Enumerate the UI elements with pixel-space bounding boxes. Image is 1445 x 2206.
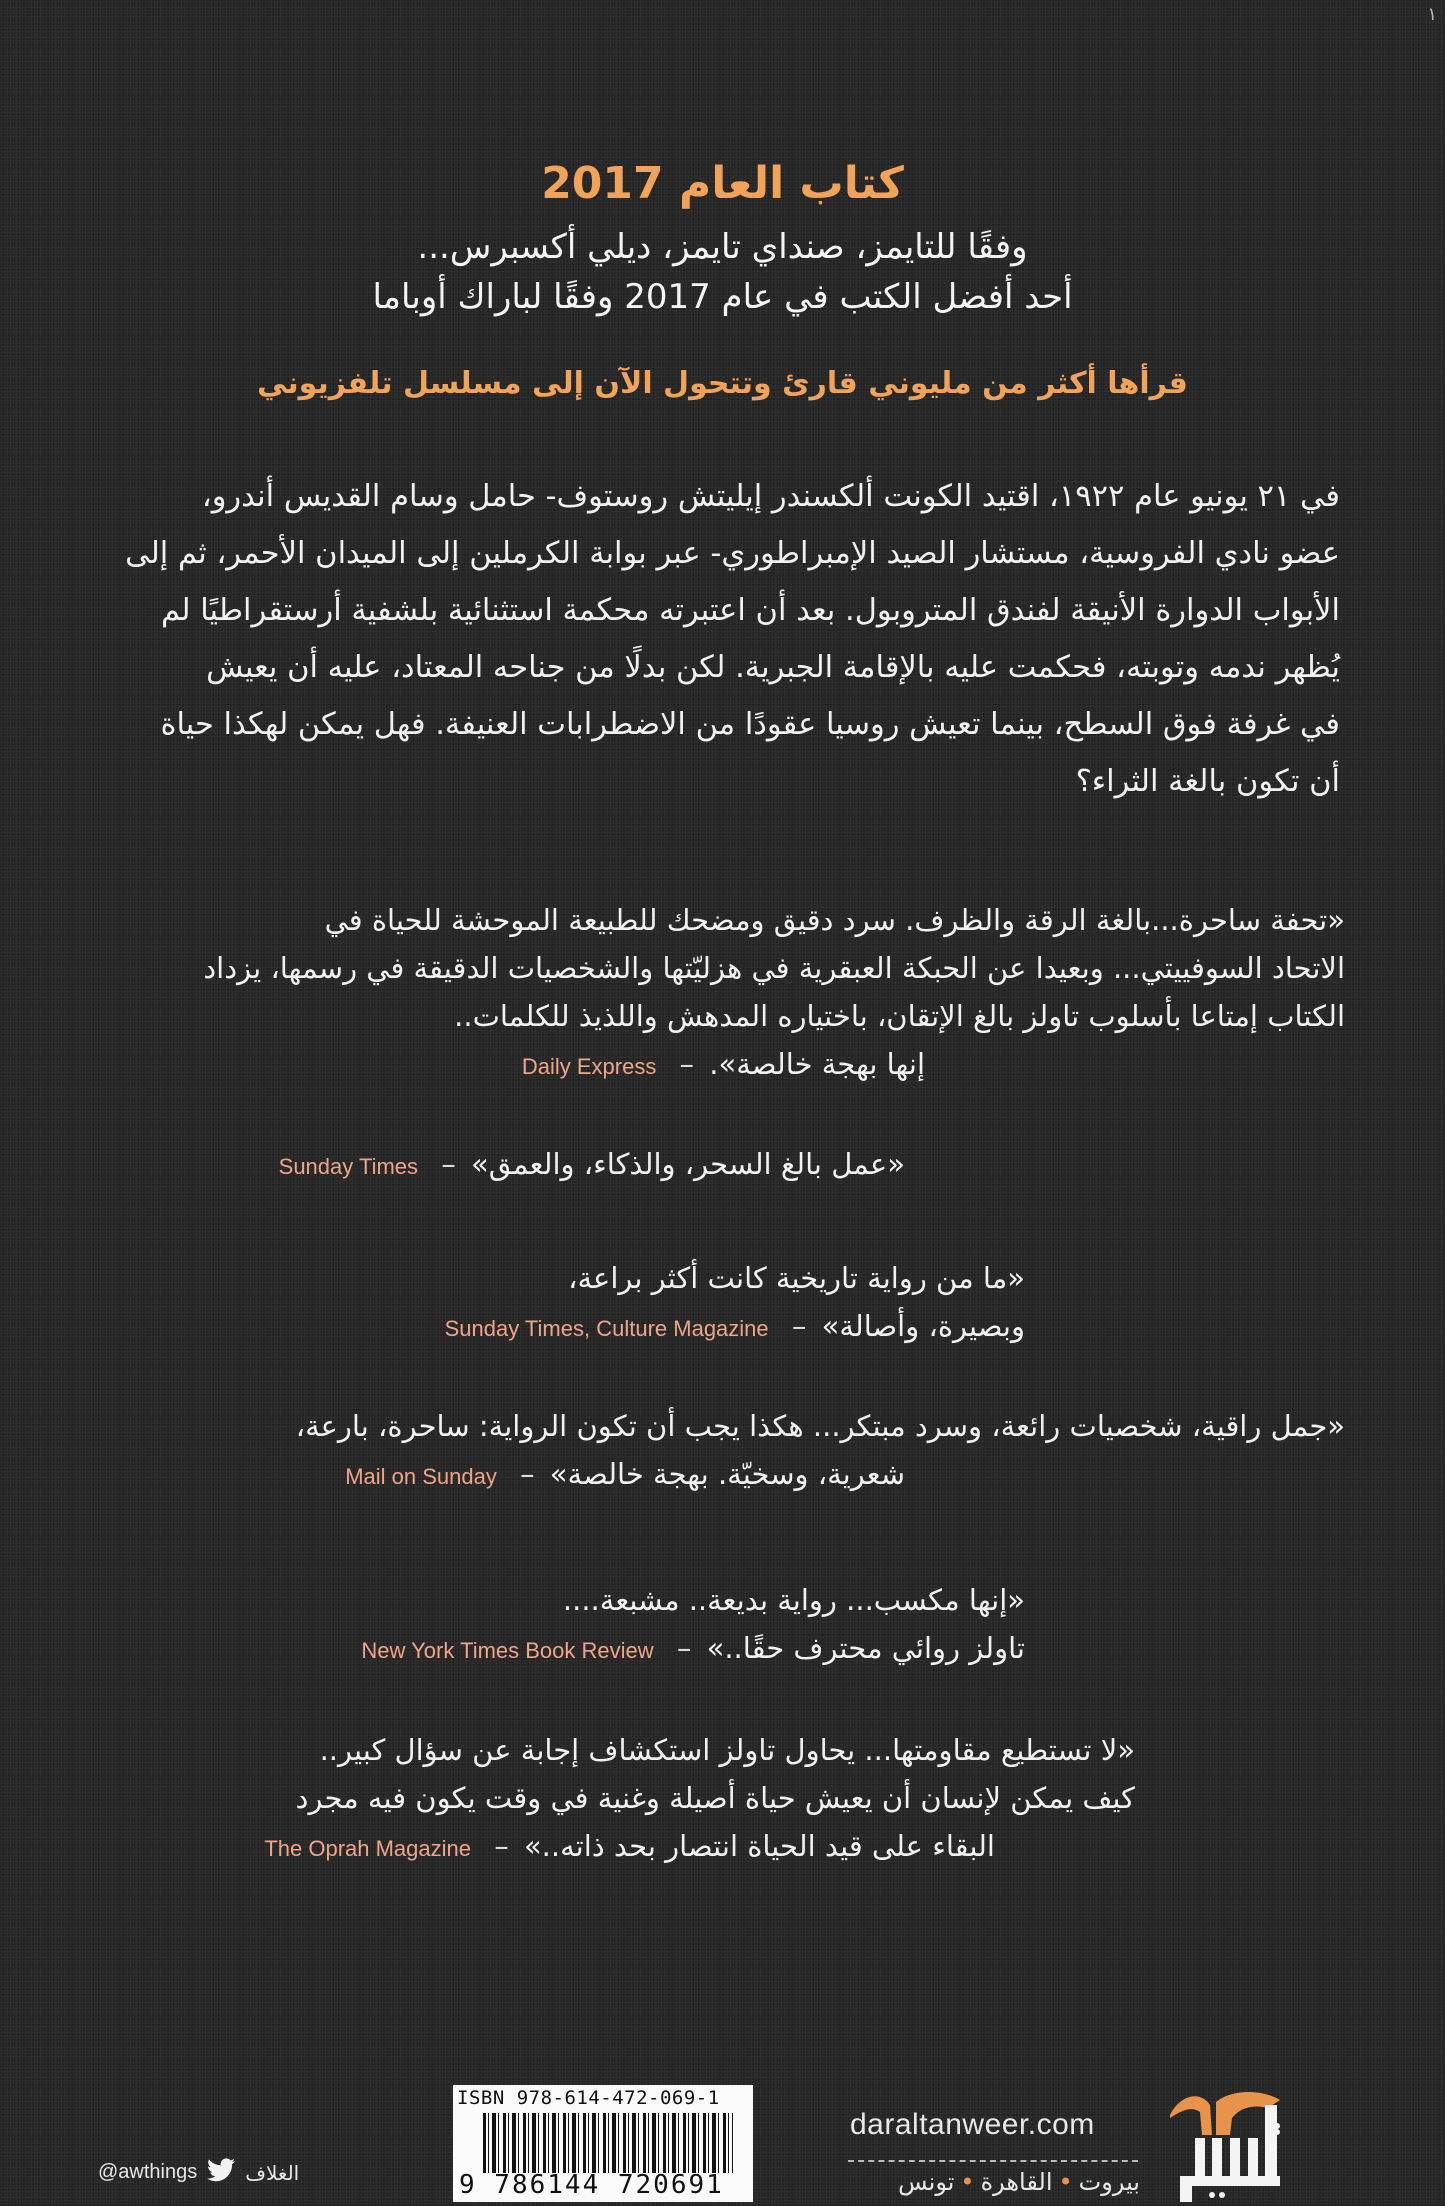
quote-text: «عمل بالغ السحر، والذكاء، والعمق» xyxy=(470,1147,905,1181)
isbn-label: ISBN 978-614-472-069-1 xyxy=(457,2087,720,2109)
synopsis-line: يُظهر ندمه وتوبته، فحكمت عليه بالإقامة الجبرية. لكن بدلًا من جناحه المعتاد، عليه أن يعيش xyxy=(206,650,1340,685)
cover-credit-label: الغلاف xyxy=(245,2160,300,2185)
review-quote-mail-on-sunday xyxy=(296,1402,1345,1501)
quote-line xyxy=(203,1040,1345,1091)
quote-line xyxy=(445,1302,1025,1353)
attribution-dash: – xyxy=(441,1147,456,1181)
publisher-cities xyxy=(850,2168,1140,2196)
quote-line xyxy=(279,1140,905,1191)
synopsis-line: الأبواب الدوارة الأنيقة لفندق المتروبول. بعد أن اعتبرته محكمة استثنائية بلشفية أرستقراطيًا لم xyxy=(160,593,1340,628)
city-separator-dot: • xyxy=(1058,2168,1073,2196)
city: القاهرة xyxy=(980,2168,1053,2196)
synopsis-line: أن تكون بالغة الثراء؟ xyxy=(1075,764,1340,799)
review-quote-culture-magazine xyxy=(445,1254,1025,1353)
attribution-dash: – xyxy=(791,1309,807,1343)
quote-line: كيف يمكن لإنسان أن يعيش حياة أصيلة وغنية في وقت يكون فيه مجرد xyxy=(295,1781,1135,1815)
attribution-dash: – xyxy=(676,1631,692,1665)
quote-source: Sunday Times xyxy=(278,1154,419,1179)
barcode-bars xyxy=(483,2113,733,2173)
synopsis-line: في ٢١ يونيو عام ١٩٢٢، اقتيد الكونت ألكسندر إيليتش روستوف- حامل وسام القديس أندرو، xyxy=(201,479,1340,514)
quote-line: «ما من رواية تاريخية كانت أكثر براعة، xyxy=(568,1261,1025,1295)
city-separator-dot: • xyxy=(960,2168,975,2196)
barcode-digits: 9 786144 720691 xyxy=(459,2170,724,2200)
quote-text: وبصيرة، وأصالة» xyxy=(821,1309,1025,1343)
quote-source: Mail on Sunday xyxy=(345,1464,497,1489)
subtitle-line-2: أحد أفضل الكتب في عام 2017 وفقًا لباراك أوباما xyxy=(372,277,1073,317)
synopsis xyxy=(125,468,1340,810)
quote-line: «لا تستطيع مقاومتها... يحاول تاولز استكشاف إجابة عن سؤال كبير.. xyxy=(319,1733,1135,1767)
attribution-dash: – xyxy=(494,1829,509,1863)
quote-line xyxy=(361,1624,1025,1675)
quote-line xyxy=(296,1450,1345,1501)
quote-source: Daily Express xyxy=(521,1054,657,1079)
quote-source: The Oprah Magazine xyxy=(264,1836,471,1861)
synopsis-line: عضو نادي الفروسية، مستشار الصيد الإمبراطوري- عبر بوابة الكرملين إلى الميدان الأحمر، ثم إلى xyxy=(125,536,1340,571)
quote-line: الاتحاد السوفييتي... وبعيدا عن الحبكة العبقرية في هزليّتها والشخصيات الدقيقة في رسمها، يزداد xyxy=(203,951,1345,985)
quote-text: تاولز روائي محترف حقًا..» xyxy=(706,1631,1025,1665)
cover-credit xyxy=(98,2158,299,2187)
synopsis-line: في غرفة فوق السطح، بينما تعيش روسيا عقودًا من الاضطرابات العنيفة. فهل يمكن لهكذا حياة xyxy=(160,707,1340,742)
quote-line: «جمل راقية، شخصيات رائعة، وسرد مبتكر... هكذا يجب أن تكون الرواية: ساحرة، بارعة، xyxy=(295,1409,1345,1443)
quote-text: البقاء على قيد الحياة انتصار بحد ذاته..» xyxy=(523,1829,995,1863)
isbn-barcode xyxy=(453,2085,753,2202)
cover-designer-handle: @awthings xyxy=(98,2161,198,2183)
publisher-logo xyxy=(1140,2060,1300,2202)
tagline: قرأها أكثر من مليوني قارئ وتتحول الآن إلى مسلسل تلفزيوني xyxy=(257,366,1188,401)
city: بيروت xyxy=(1078,2168,1140,2196)
review-quote-oprah-magazine xyxy=(264,1726,1135,1873)
review-quote-sunday-times xyxy=(279,1140,905,1191)
quote-source: New York Times Book Review xyxy=(361,1638,654,1663)
attribution-dash: – xyxy=(679,1047,695,1081)
twitter-bird-icon xyxy=(207,2158,235,2187)
page-number-mark: ١ xyxy=(1427,4,1437,25)
quote-line: «تحفة ساحرة...بالغة الرقة والظرف. سرد دقيق ومضحك للطبيعة الموحشة للحياة في xyxy=(324,903,1345,937)
quote-source: Sunday Times, Culture Magazine xyxy=(444,1316,769,1341)
quote-text: إنها بهجة خالصة». xyxy=(709,1047,925,1081)
subtitle-line-1: وفقًا للتايمز، صنداي تايمز، ديلي أكسبرس... xyxy=(417,227,1028,267)
quote-line xyxy=(264,1822,1135,1873)
city: تونس xyxy=(898,2168,955,2196)
quote-text: شعرية، وسخيّة. بهجة خالصة» xyxy=(549,1457,905,1491)
publisher-website: daraltanweer.com xyxy=(850,2108,1095,2141)
attribution-dash: – xyxy=(520,1457,535,1491)
quote-line: «إنها مكسب... رواية بديعة.. مشبعة.... xyxy=(562,1583,1025,1617)
book-of-the-year-title: كتاب العام 2017 xyxy=(541,158,904,209)
quote-line: الكتاب إمتاعا بأسلوب تاولز بالغ الإتقان، باختياره المدهش واللذيذ للكلمات.. xyxy=(454,999,1345,1033)
review-quote-nyt-book-review xyxy=(361,1576,1025,1675)
review-quote-daily-express xyxy=(203,896,1345,1091)
divider xyxy=(848,2160,1138,2162)
